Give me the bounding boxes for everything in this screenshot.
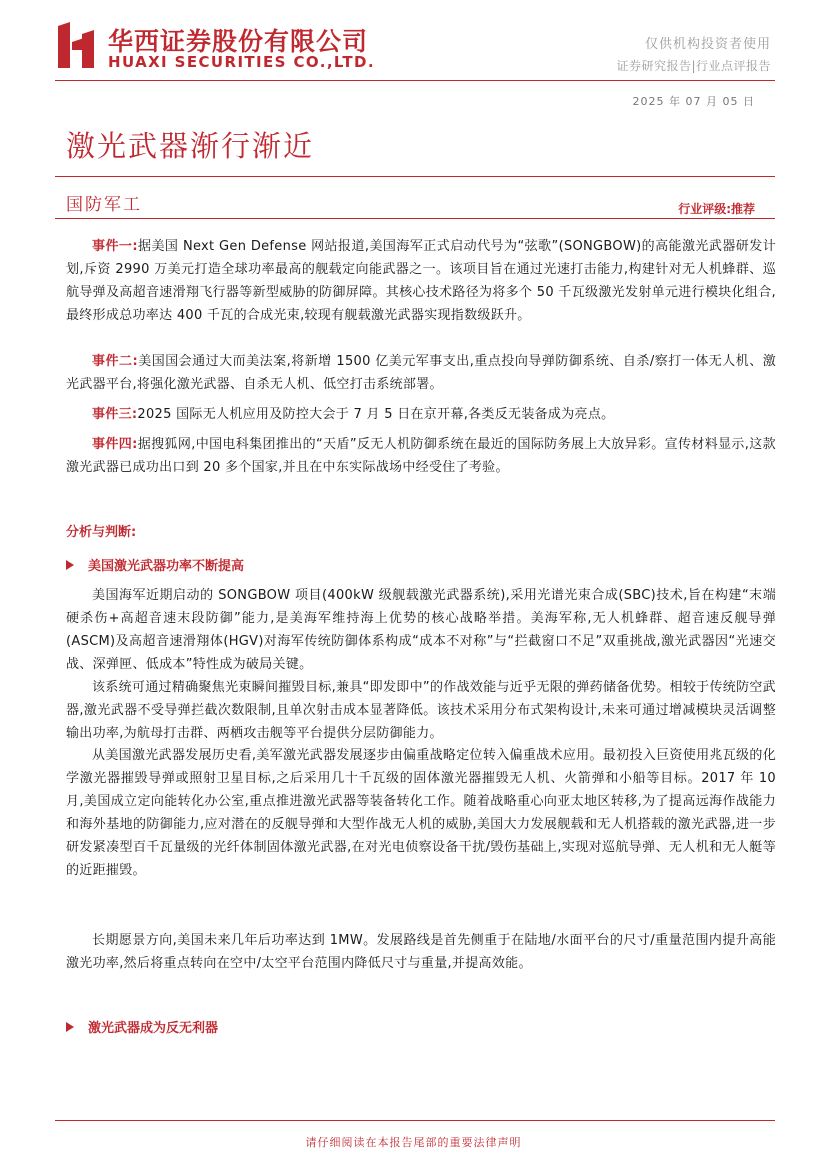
sector-divider	[55, 218, 775, 219]
section-1-paragraph-4: 长期愿景方向,美国未来几年后功率达到 1MW。发展路线是首先侧重于在陆地/水面平台的尺寸/重量范围内提升高能激光功率,然后将重点转向在空中/太空平台范围内降低尺寸与重量,并提高效能。	[66, 933, 776, 971]
header-divider	[55, 80, 775, 81]
event-paragraph-4	[66, 433, 776, 479]
section-2-heading	[66, 1017, 218, 1036]
legal-disclaimer: 请仔细阅读在本报告尾部的重要法律声明	[305, 1136, 522, 1149]
industry-rating: 行业评级:推荐	[678, 202, 755, 216]
event-label: 事件四:	[92, 437, 138, 452]
event-paragraph-3	[66, 403, 776, 426]
report-title: 激光武器渐行渐近	[66, 129, 315, 163]
section-1-paragraph-3: 从美国激光武器发展历史看,美军激光武器发展逐步由偏重战略定位转入偏重战术应用。最初投入巨资使用兆瓦级的化学激光器摧毁导弹或照射卫星目标,之后采用几十千瓦级的固体激光器摧毁无人机、火箭弹和小船等目标。2017 年 10 月,美国成立定向能转化办公室,重点推进激光武器等装备转化工作。随着战略重心向亚太地区转移,为了提高远海作战能力和海外基地的防御能力,应对潜在的反舰导弹和大型作战无人机的威胁,美国大力发展舰载和无人机搭载的激光武器,进一步研发紧凑型百千瓦量级的光纤体制固体激光武器,在对光电侦察设备干扰/毁伤基础上,实现对巡航导弹、无人机和无人艇等的近距摧毁。	[66, 748, 776, 878]
event-text: 据美国 Next Gen Defense 网站报道,美国海军正式启动代号为“弦歌”(SONGBOW)的高能激光武器研发计划,斥资 2990 万美元打造全球功率最高的舰载定向能武器之一。该项目旨在通过光速打击能力,构建针对无人机蜂群、巡航导弹及高超音速滑翔飞行器等新型威胁的防御屏障。其核心技术路径为将多个 50 千瓦级激光发射单元进行模块化组合,最终形成总功率达 400 千瓦的合成光束,较现有舰载激光武器实现指数级跃升。	[66, 239, 776, 323]
sector-name: 国防军工	[66, 195, 142, 215]
event-label: 事件三:	[92, 407, 138, 422]
event-paragraph-1	[66, 235, 776, 327]
company-name-en: HUAXI SECURITIES CO.,LTD.	[108, 53, 375, 71]
report-date: 2025 年 07 月 05 日	[632, 95, 755, 108]
section-1-paragraph-2: 该系统可通过精确聚焦光束瞬间摧毁目标,兼具“即发即中”的作战效能与近乎无限的弹药储备优势。相较于传统防空武器,激光武器不受导弹拦截次数限制,且单次射击成本显著降低。该技术采用分布式架构设计,未来可通过增减模块灵活调整输出功率,为航母打击群、两栖攻击舰等平台提供分层防御能力。	[66, 680, 776, 741]
section-1-paragraph-1: 美国海军近期启动的 SONGBOW 项目(400kW 级舰载激光武器系统),采用光谱光束合成(SBC)技术,旨在构建“末端硬杀伤+高超音速末段防御”能力,是美海军维持海上优势的核心战略举措。美海军称,无人机蜂群、超音速反舰导弹(ASCM)及高超音速滑翔体(HGV)对海军传统防御体系构成“成本不对称”与“拦截窗口不足”双重挑战,激光武器因“光速交战、深弹匣、低成本”特性成为破局关键。	[66, 588, 776, 672]
report-type: 证券研究报告|行业点评报告	[616, 59, 771, 73]
section-1-heading	[66, 555, 244, 574]
event-text: 美国国会通过大而美法案,将新增 1500 亿美元军事支出,重点投向导弹防御系统、自杀/察打一体无人机、激光武器平台,将强化激光武器、自杀无人机、低空打击系统部署。	[66, 354, 777, 392]
event-text: 据搜狐网,中国电科集团推出的“天盾”反无人机防御系统在最近的国际防务展上大放异彩。宣传材料显示,这款激光武器已成功出口到 20 多个国家,并且在中东实际战场中经受住了考验。	[66, 437, 776, 475]
audience-note: 仅供机构投资者使用	[644, 37, 771, 52]
footer-divider	[55, 1120, 775, 1121]
event-paragraph-2	[66, 350, 776, 396]
event-label: 事件二:	[92, 354, 138, 369]
company-name-cn: 华西证券股份有限公司	[108, 27, 369, 56]
section-1-title: 美国激光武器功率不断提高	[88, 559, 245, 574]
analysis-heading: 分析与判断:	[66, 525, 137, 540]
triangle-bullet-icon	[66, 1022, 74, 1032]
company-logo-icon	[54, 20, 98, 70]
section-2-title: 激光武器成为反无利器	[88, 1021, 219, 1036]
event-text: 2025 国际无人机应用及防控大会于 7 月 5 日在京开幕,各类反无装备成为亮点。	[137, 407, 615, 422]
title-divider	[55, 176, 775, 177]
event-label: 事件一:	[92, 239, 138, 254]
triangle-bullet-icon	[66, 560, 74, 570]
